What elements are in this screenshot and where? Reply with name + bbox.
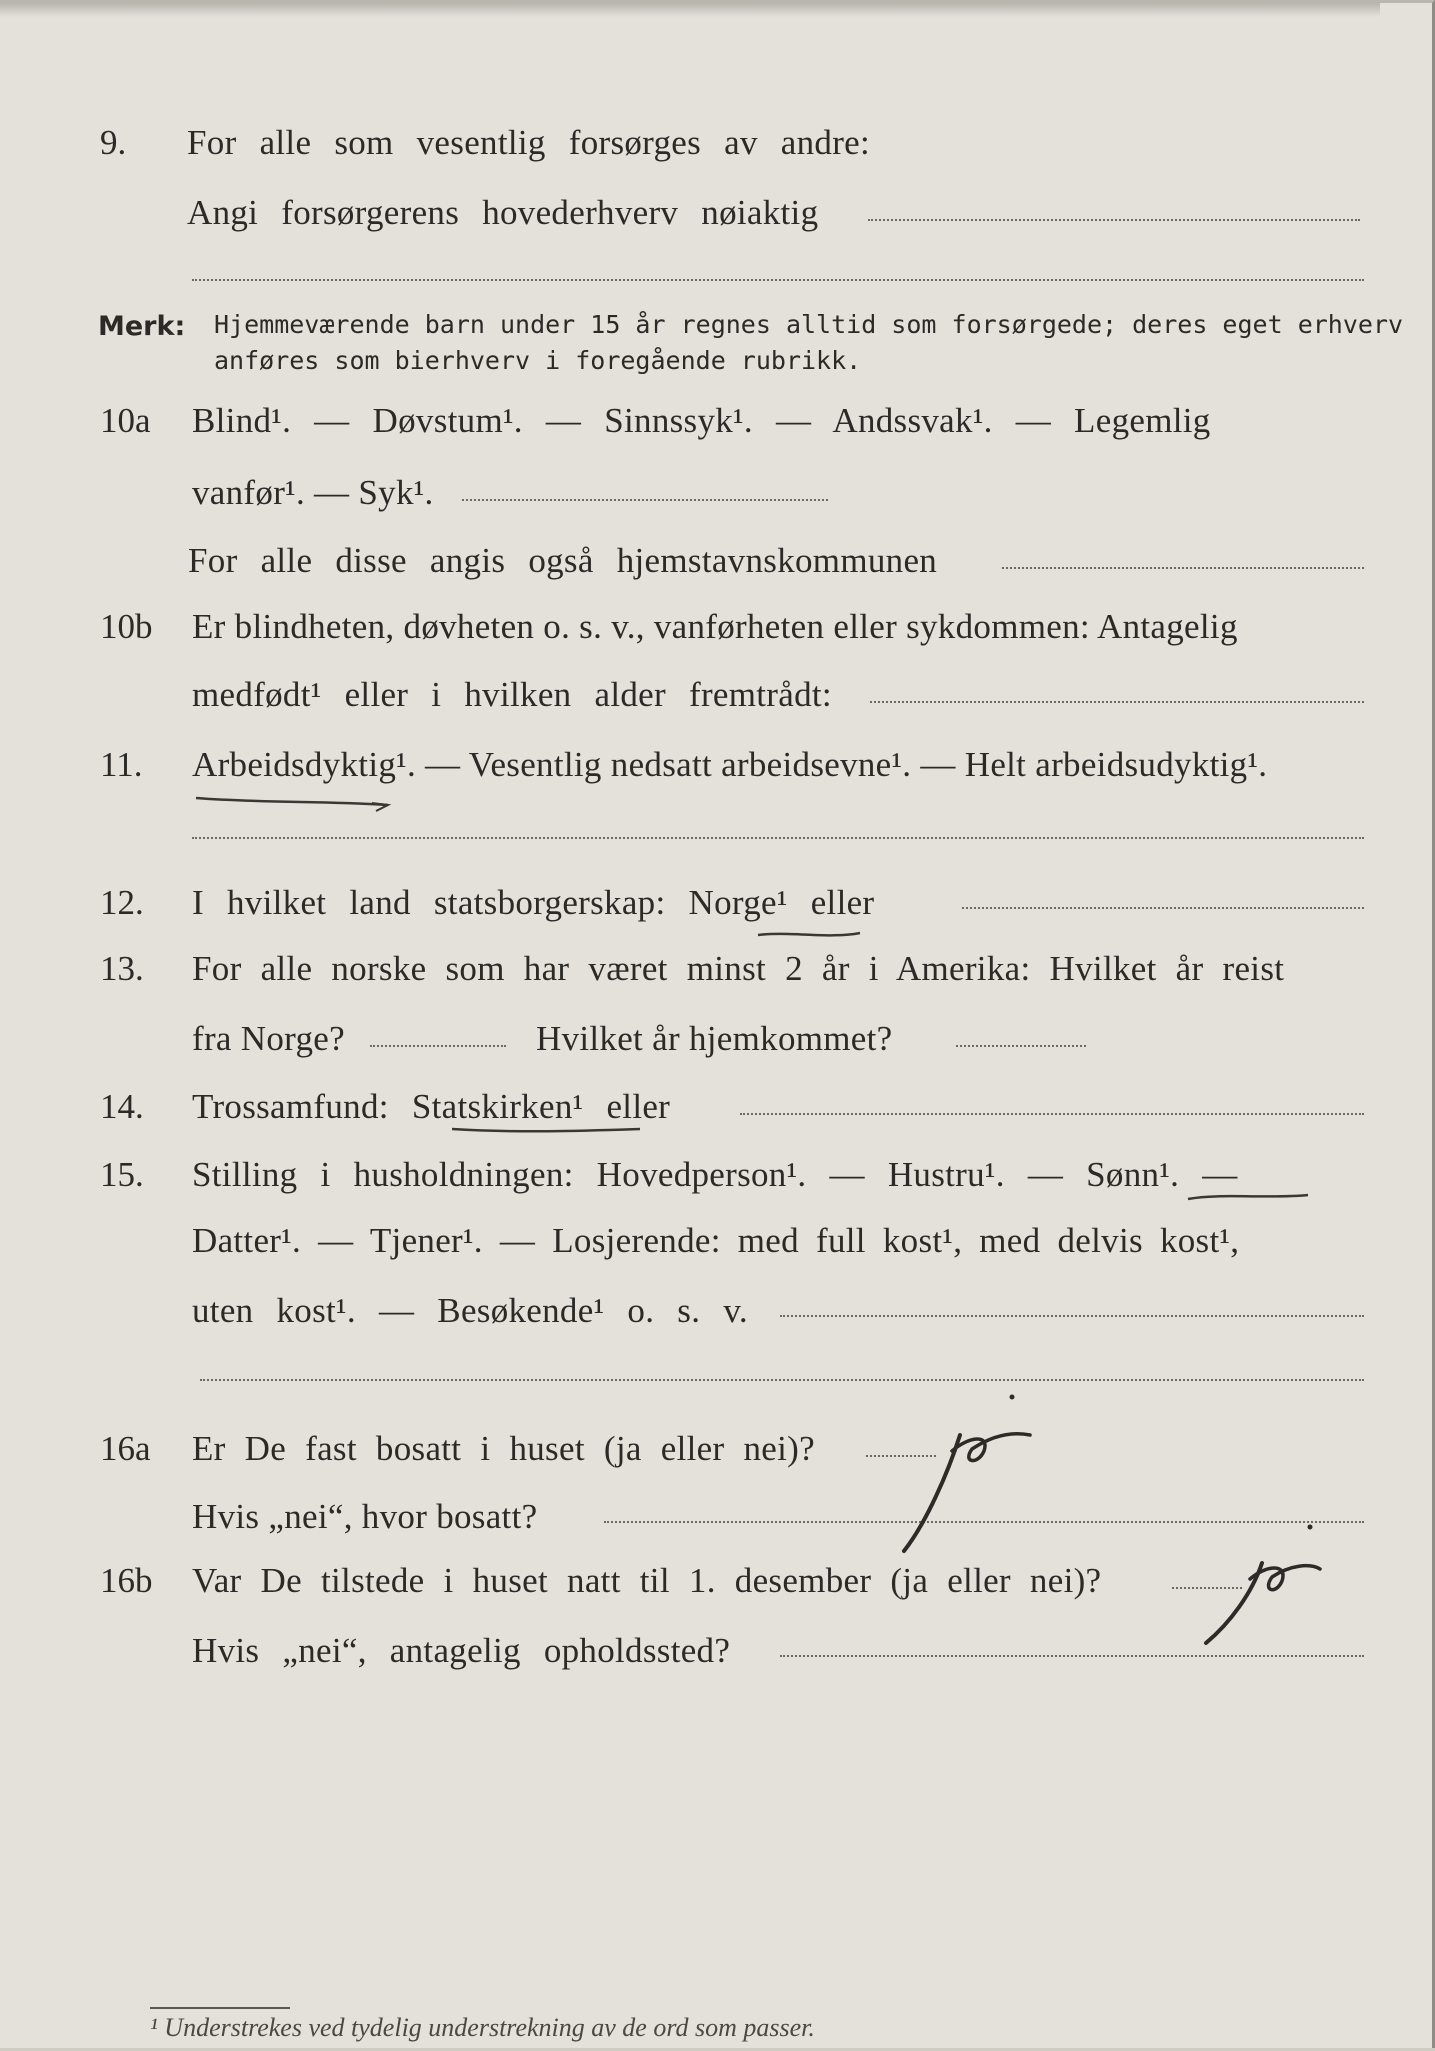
- question-13-text: For alle norske som har været minst 2 år i Amerika: Hvilket år reist: [192, 949, 1285, 988]
- underline-norge: [758, 933, 860, 935]
- question-9-number: 9.: [100, 123, 127, 162]
- question-14-text: Trossamfund: Statskirken¹ eller: [192, 1087, 671, 1126]
- question-13-number: 13.: [100, 949, 144, 988]
- question-12-number: 12.: [100, 883, 144, 922]
- underline-sonn: [1188, 1195, 1308, 1199]
- answer-16a-handwriting: [904, 1395, 1030, 1552]
- underline-statskirken: [452, 1129, 640, 1131]
- merk-text-line-1: Hjemmeværende barn under 15 år regnes alltid som forsørgede; deres eget erhverv: [214, 310, 1404, 339]
- question-10a-number: 10a: [100, 401, 151, 440]
- question-10b-number: 10b: [100, 607, 153, 646]
- question-10b-text-2: medfødt¹ eller i hvilken alder fremtrådt:: [192, 675, 832, 714]
- question-15-text-2: Datter¹. — Tjener¹. — Losjerende: med full kost¹, med delvis kost¹,: [192, 1221, 1240, 1260]
- answer-16b-handwriting: [1206, 1525, 1320, 1644]
- question-16b-text-2: Hvis „nei“, antagelig opholdssted?: [192, 1631, 731, 1670]
- question-10a-text-2: vanfør¹. — Syk¹.: [192, 473, 434, 512]
- question-16b-number: 16b: [100, 1561, 153, 1600]
- question-16b-text: Var De tilstede i huset natt til 1. desember (ja eller nei)?: [192, 1561, 1102, 1600]
- question-16a-text-2: Hvis „nei“, hvor bosatt?: [192, 1497, 538, 1536]
- question-10a-text-3: For alle disse angis også hjemstavnskommunen: [188, 541, 938, 580]
- underline-arbeidsdyktig: [196, 798, 388, 805]
- merk-label: Merk:: [98, 311, 186, 342]
- question-15-number: 15.: [100, 1155, 144, 1194]
- question-15-text-3: uten kost¹. — Besøkende¹ o. s. v.: [192, 1291, 748, 1330]
- question-9-text: For alle som vesentlig forsørges av andre:: [187, 123, 871, 162]
- question-9-instruction: Angi forsørgerens hovederhverv nøiaktig: [187, 193, 819, 232]
- question-16a-number: 16a: [100, 1429, 151, 1468]
- question-13-hjemkommet-label: Hvilket år hjemkommet?: [536, 1019, 893, 1058]
- handwriting-layer: [0, 3, 1435, 2051]
- merk-text-line-2: anføres som bierhverv i foregående rubrikk.: [214, 346, 862, 375]
- question-10b-text: Er blindheten, døvheten o. s. v., vanførheten eller sykdommen: Antagelig: [192, 607, 1238, 646]
- pencil-arrow: [372, 803, 388, 811]
- question-11-number: 11.: [100, 745, 143, 784]
- question-16a-text: Er De fast bosatt i huset (ja eller nei)?: [192, 1429, 815, 1468]
- question-10a-text: Blind¹. — Døvstum¹. — Sinnssyk¹. — Andssvak¹. — Legemlig: [192, 401, 1211, 440]
- question-15-text: Stilling i husholdningen: Hovedperson¹. — Hustru¹. — Sønn¹. —: [192, 1155, 1238, 1194]
- question-11-text: Arbeidsdyktig¹. — Vesentlig nedsatt arbeidsevne¹. — Helt arbeidsudyktig¹.: [192, 745, 1268, 784]
- question-12-text: I hvilket land statsborgerskap: Norge¹ eller: [192, 883, 875, 922]
- footnote-text: ¹ Understrekes ved tydelig understrekning av de ord som passer.: [150, 2013, 815, 2042]
- question-13-reist-label: fra Norge?: [192, 1019, 345, 1058]
- question-14-number: 14.: [100, 1087, 144, 1126]
